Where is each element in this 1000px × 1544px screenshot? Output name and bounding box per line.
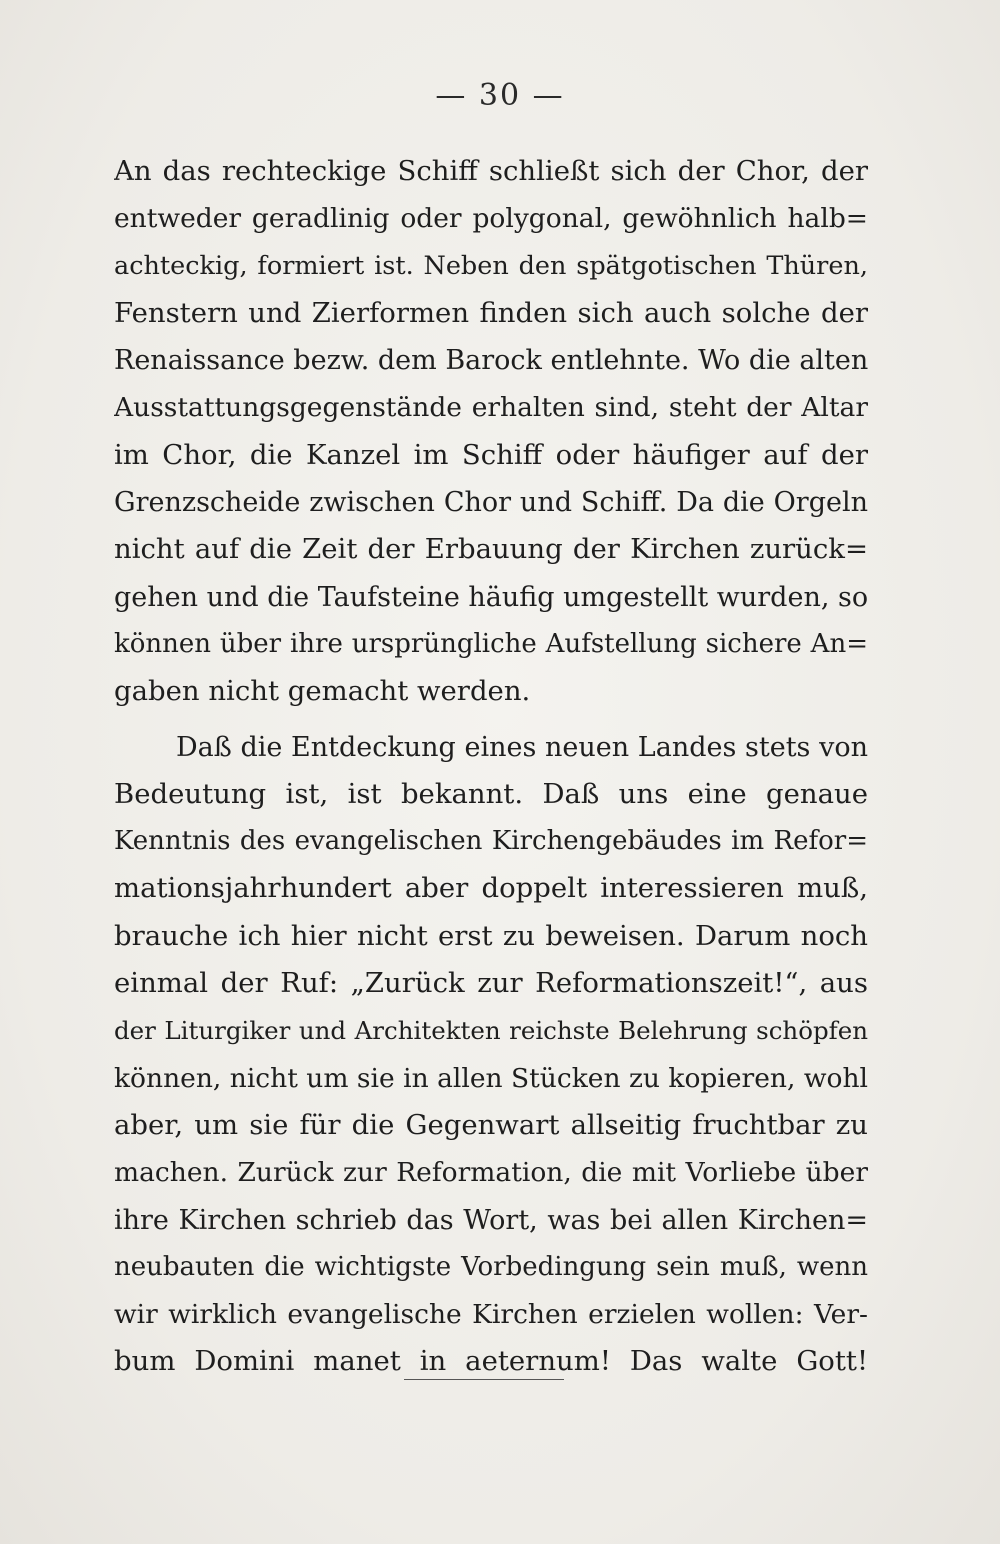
text-line: gehen und die Taufsteine häufig umgestellt wurden, so bbox=[114, 581, 868, 613]
text-line: Fenstern und Zierformen finden sich auch solche der bbox=[114, 296, 868, 329]
text-line: gaben nicht gemacht werden. bbox=[114, 675, 531, 708]
text-line: Grenzscheide zwischen Chor und Schiff. Da die Orgeln bbox=[114, 487, 868, 519]
text-line: aber, um sie für die Gegenwart allseitig fruchtbar zu bbox=[114, 1108, 868, 1141]
text-line: wir wirklich evangelische Kirchen erzielen wollen: Ver- bbox=[114, 1299, 868, 1331]
text-line: im Chor, die Kanzel im Schiff oder häufiger auf der bbox=[114, 438, 868, 471]
text-line: An das rechteckige Schiff schließt sich der Chor, der bbox=[114, 155, 868, 187]
text-line: brauche ich hier nicht erst zu beweisen. Darum noch bbox=[114, 919, 868, 952]
text-line: Kenntnis des evangelischen Kirchengebäudes im Refor= bbox=[114, 826, 868, 857]
paragraph-2 bbox=[114, 724, 868, 1386]
body-text bbox=[114, 148, 868, 1386]
text-line: neubauten die wichtigste Vorbedingung sein muß, wenn bbox=[114, 1251, 868, 1282]
text-line: ihre Kirchen schrieb das Wort, was bei allen Kirchen= bbox=[114, 1204, 868, 1236]
text-line: Bedeutung ist, ist bekannt. Daß uns eine genaue bbox=[114, 777, 868, 810]
text-line: der Liturgiker und Architekten reichste Belehrung schöpfen bbox=[114, 1016, 868, 1046]
text-line: machen. Zurück zur Reformation, die mit Vorliebe über bbox=[114, 1157, 868, 1189]
text-line: achteckig, formiert ist. Neben den spätgotischen Thüren, bbox=[114, 250, 868, 281]
text-line: Daß die Entdeckung eines neuen Landes stets von bbox=[176, 731, 868, 763]
text-line: mationsjahrhundert aber doppelt interessieren muß, bbox=[114, 872, 868, 905]
text-line: entweder geradlinig oder polygonal, gewöhnlich halb= bbox=[114, 203, 868, 235]
text-line: einmal der Ruf: „Zurück zur Reformationszeit!“, aus bbox=[114, 967, 868, 1000]
end-rule bbox=[404, 1379, 564, 1380]
text-line: Renaissance bezw. dem Barock entlehnte. Wo die alten bbox=[114, 345, 868, 377]
text-line: bum Domini manet in aeternum! Das walte Gott! bbox=[114, 1345, 868, 1378]
text-line: können, nicht um sie in allen Stücken zu kopieren, wohl bbox=[114, 1062, 868, 1094]
text-line: Ausstattungsgegenstände erhalten sind, steht der Altar bbox=[114, 392, 868, 424]
paragraph-spacer bbox=[114, 716, 868, 724]
text-line: können über ihre ursprüngliche Aufstellung sichere An= bbox=[114, 628, 868, 659]
text-line: nicht auf die Zeit der Erbauung der Kirchen zurück= bbox=[114, 533, 868, 566]
paragraph-1 bbox=[114, 148, 868, 716]
page-number: — 30 — bbox=[435, 78, 565, 113]
